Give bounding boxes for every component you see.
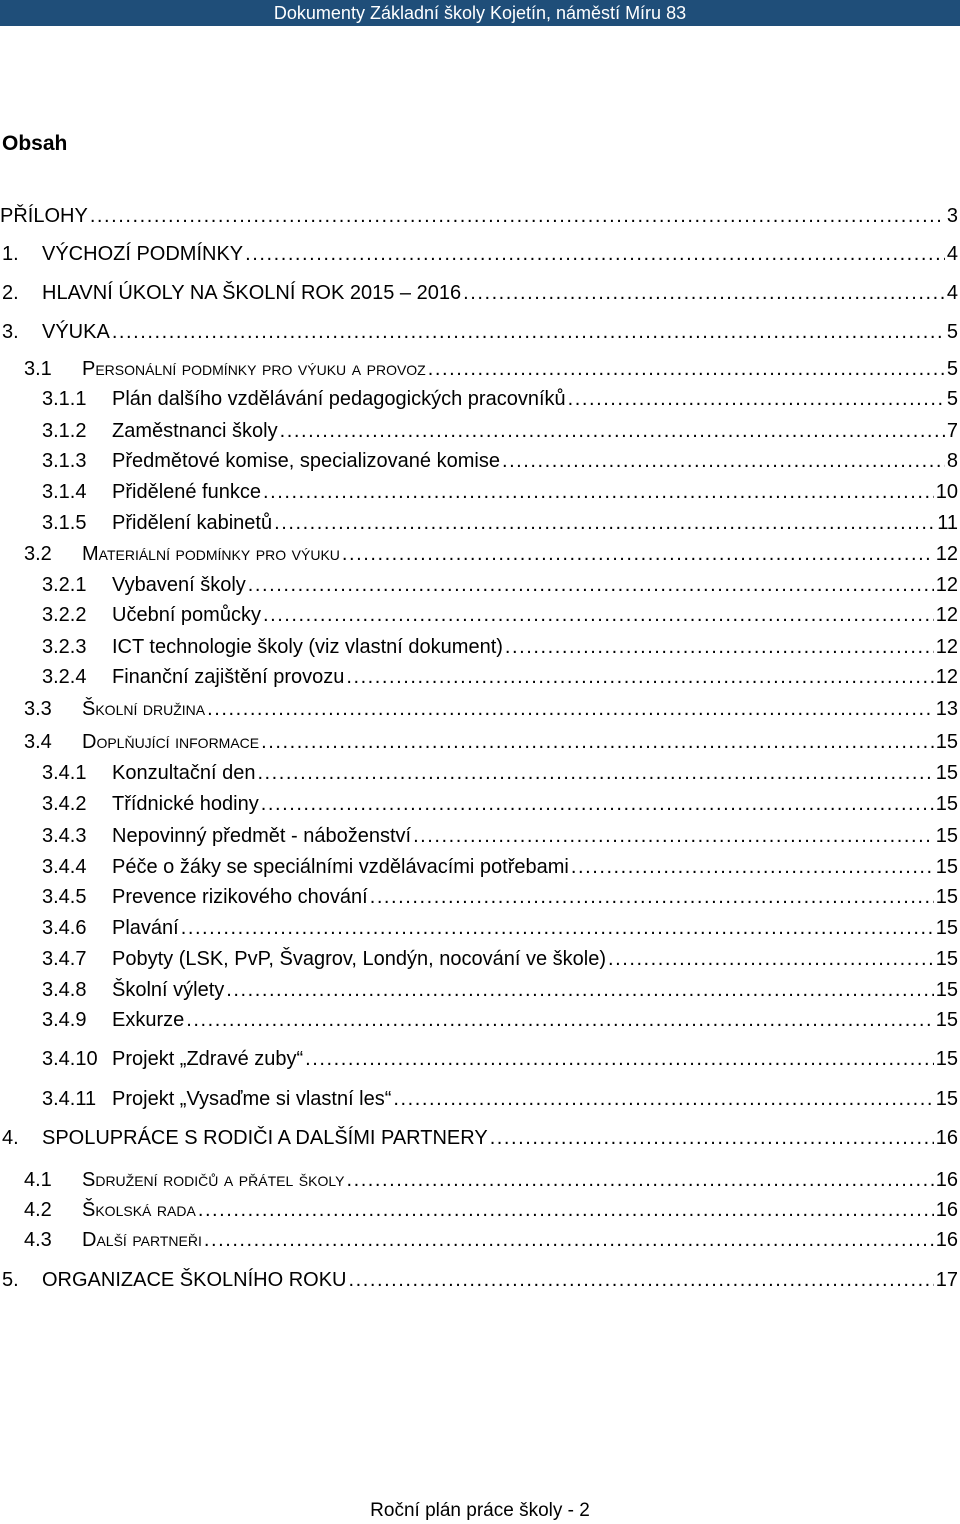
- toc-entry-leader: [226, 979, 933, 1002]
- toc-entry-number: 4.: [2, 1127, 19, 1149]
- toc-entry-leader: [342, 543, 934, 566]
- toc-entry-page: 15: [935, 762, 958, 784]
- toc-entry-page: 11: [937, 512, 958, 534]
- toc-entry-page: 16: [935, 1127, 958, 1149]
- toc-entry-leader: [490, 1127, 934, 1150]
- toc-entry[interactable]: [0, 388, 960, 418]
- toc-entry-title: Prevence rizikového chování: [112, 886, 368, 908]
- toc-entry-title: Projekt „Vysaďme si vlastní les“: [112, 1088, 392, 1110]
- toc-entry-title: Zaměstnanci školy: [112, 420, 278, 442]
- toc-entry[interactable]: [0, 948, 960, 978]
- toc-entry-page: 5: [946, 358, 958, 380]
- toc-entry-title: Přidělené funkce: [112, 481, 261, 503]
- toc-entry[interactable]: [0, 825, 960, 855]
- toc-entry-number: 3.4.1: [42, 762, 87, 784]
- toc-entry-leader: [90, 205, 945, 228]
- toc-entry[interactable]: [0, 762, 960, 792]
- toc-entry-number: 4.3: [24, 1229, 52, 1251]
- toc-entry-page: 17: [935, 1269, 958, 1291]
- toc-entry-number: 3.4.4: [42, 856, 87, 878]
- toc-entry-leader: [181, 917, 934, 940]
- toc-entry-leader: [413, 825, 934, 848]
- toc-entry-page: 15: [935, 886, 958, 908]
- toc-entry-page: 15: [935, 979, 958, 1001]
- toc-entry[interactable]: [0, 1229, 960, 1259]
- toc-entry-title: Personální podmínky pro výuku a provoz: [82, 358, 426, 380]
- toc-entry[interactable]: [0, 243, 960, 273]
- toc-entry-number: 3.4.9: [42, 1009, 87, 1031]
- toc-entry-number: 3.4.3: [42, 825, 87, 847]
- toc-entry-page: 13: [935, 698, 958, 720]
- toc-entry-leader: [393, 1088, 933, 1111]
- toc-entry-page: 12: [935, 636, 958, 658]
- toc-entry-leader: [186, 1009, 934, 1032]
- toc-entry[interactable]: [0, 604, 960, 634]
- toc-entry-number: 3.: [2, 321, 19, 343]
- toc-entry[interactable]: [0, 917, 960, 947]
- toc-entry-page: 12: [935, 604, 958, 626]
- toc-entry-leader: [198, 1199, 934, 1222]
- toc-entry[interactable]: [0, 1269, 960, 1299]
- toc-entry-page: 3: [946, 205, 958, 227]
- toc-entry[interactable]: [0, 886, 960, 916]
- toc-entry-number: 3.4.8: [42, 979, 87, 1001]
- toc-entry-number: 3.1.1: [42, 388, 87, 410]
- toc-entry[interactable]: [0, 731, 960, 761]
- toc-entry-number: 3.4.6: [42, 917, 87, 939]
- toc-entry-title: Finanční zajištění provozu: [112, 666, 345, 688]
- toc-entry-page: 15: [935, 1048, 958, 1070]
- toc-entry-number: 4.1: [24, 1169, 52, 1191]
- toc-entry-leader: [207, 698, 934, 721]
- toc-entry-number: 3.4.2: [42, 793, 87, 815]
- toc-entry-leader: [204, 1229, 934, 1252]
- toc-entry-number: 1.: [2, 243, 19, 265]
- toc-entry-title: Péče o žáky se speciálními vzdělávacími potřebami: [112, 856, 569, 878]
- toc-entry[interactable]: [0, 420, 960, 450]
- toc-entry-page: 15: [935, 1009, 958, 1031]
- toc-entry[interactable]: [0, 481, 960, 511]
- toc-entry-page: 15: [935, 793, 958, 815]
- toc-entry-title: SPOLUPRÁCE S RODIČI A DALŠÍMI PARTNERY: [42, 1127, 488, 1149]
- toc-entry-leader: [428, 358, 945, 381]
- toc-entry-title: Sdružení rodičů a přátel školy: [82, 1169, 345, 1191]
- toc-entry[interactable]: [0, 282, 960, 312]
- toc-entry-title: ICT technologie školy (viz vlastní dokument): [112, 636, 503, 658]
- toc-entry-number: 3.2.4: [42, 666, 87, 688]
- toc-entry-title: Vybavení školy: [112, 574, 246, 596]
- toc-entry-page: 15: [935, 825, 958, 847]
- toc-entry-number: 3.4.10: [42, 1048, 98, 1070]
- toc-entry-page: 12: [935, 666, 958, 688]
- toc-entry-page: 4: [946, 243, 958, 265]
- toc-entry-leader: [261, 731, 934, 754]
- toc-entry-title: VÝCHOZÍ PODMÍNKY: [42, 243, 244, 265]
- toc-entry[interactable]: [0, 574, 960, 604]
- toc-entry-title: Další partneři: [82, 1229, 202, 1251]
- document-header: Dokumenty Základní školy Kojetín, náměstí Míru 83: [0, 0, 960, 26]
- toc-entry-number: 3.1.3: [42, 450, 87, 472]
- toc-title: Obsah: [2, 132, 68, 155]
- toc-entry-title: Plavání: [112, 917, 179, 939]
- toc-entry-leader: [608, 948, 934, 971]
- toc-entry-title: Školní družina: [82, 698, 206, 720]
- toc-entry-leader: [245, 243, 945, 266]
- toc-entry-leader: [463, 282, 945, 305]
- toc-entry[interactable]: [0, 450, 960, 480]
- toc-entry[interactable]: [0, 856, 960, 886]
- toc-entry-title: Exkurze: [112, 1009, 185, 1031]
- toc-entry-leader: [112, 321, 945, 344]
- toc-entry-page: 8: [946, 450, 958, 472]
- toc-entry-page: 12: [935, 543, 958, 565]
- toc-entry-leader: [502, 450, 945, 473]
- toc-entry-title: Projekt „Zdravé zuby“: [112, 1048, 304, 1070]
- toc-entry-page: 5: [946, 321, 958, 343]
- toc-entry-title: Předmětové komise, specializované komise: [112, 450, 500, 472]
- toc-entry[interactable]: [0, 321, 960, 351]
- toc-entry-leader: [263, 481, 934, 504]
- toc-entry[interactable]: [0, 1127, 960, 1157]
- toc-entry[interactable]: [0, 1169, 960, 1199]
- toc-entry-page: 5: [946, 388, 958, 410]
- toc-entry-number: 3.4.7: [42, 948, 87, 970]
- toc-entry-leader: [571, 856, 934, 879]
- toc-entry-number: 3.4.11: [42, 1088, 97, 1110]
- toc-entry-leader: [505, 636, 934, 659]
- toc-entry-page: 10: [935, 481, 958, 503]
- toc-entry-title: ORGANIZACE ŠKOLNÍHO ROKU: [42, 1269, 347, 1291]
- toc-entry-number: 3.1.2: [42, 420, 87, 442]
- toc-entry-leader: [346, 666, 933, 689]
- toc-entry-number: 3.2.2: [42, 604, 87, 626]
- toc-entry[interactable]: [0, 979, 960, 1009]
- toc-entry[interactable]: [0, 1199, 960, 1229]
- toc-entry-page: 12: [935, 574, 958, 596]
- toc-entry-number: 5.: [2, 1269, 19, 1291]
- toc-entry-page: 4: [946, 282, 958, 304]
- toc-entry-leader: [305, 1048, 934, 1071]
- toc-entry-number: 3.2.3: [42, 636, 87, 658]
- toc-entry-title: Třídnické hodiny: [112, 793, 259, 815]
- toc-entry-title: Pobyty (LSK, PvP, Švagrov, Londýn, nocování ve škole): [112, 948, 606, 970]
- toc-entry-number: 3.2.1: [42, 574, 87, 596]
- toc-entry-number: 3.1: [24, 358, 52, 380]
- toc-entry[interactable]: [0, 205, 960, 235]
- toc-entry-number: 4.2: [24, 1199, 52, 1221]
- toc-entry[interactable]: [0, 512, 960, 542]
- toc-entry-page: 7: [946, 420, 958, 442]
- toc-entry-leader: [349, 1269, 934, 1292]
- toc-entry[interactable]: [0, 358, 960, 388]
- toc-entry-number: 3.4.5: [42, 886, 87, 908]
- toc-entry-title: Školská rada: [82, 1199, 196, 1221]
- toc-entry-number: 3.3: [24, 698, 52, 720]
- toc-entry-title: Doplňující informace: [82, 731, 260, 753]
- toc-entry-title: Konzultační den: [112, 762, 256, 784]
- toc-entry-page: 15: [935, 917, 958, 939]
- toc-entry-page: 15: [935, 731, 958, 753]
- toc-entry-page: 15: [935, 856, 958, 878]
- toc-entry-number: 3.4: [24, 731, 52, 753]
- toc-entry-leader: [346, 1169, 933, 1192]
- toc-entry-number: 3.2: [24, 543, 52, 565]
- toc-entry[interactable]: [0, 793, 960, 823]
- toc-entry-leader: [263, 604, 934, 627]
- toc-entry-leader: [248, 574, 934, 597]
- toc-entry[interactable]: [0, 1048, 960, 1078]
- toc-entry-number: 2.: [2, 282, 19, 304]
- toc-entry-page: 15: [935, 948, 958, 970]
- toc-entry[interactable]: [0, 1009, 960, 1039]
- toc-entry-leader: [274, 512, 935, 535]
- toc-entry-page: 16: [935, 1229, 958, 1251]
- toc-entry-page: 16: [935, 1199, 958, 1221]
- toc-entry-page: 16: [935, 1169, 958, 1191]
- toc-entry-title: PŘÍLOHY: [0, 205, 88, 227]
- toc-entry-title: Nepovinný předmět - náboženství: [112, 825, 412, 847]
- toc-entry-number: 3.1.5: [42, 512, 87, 534]
- toc-entry-title: Přidělení kabinetů: [112, 512, 273, 534]
- toc-entry-leader: [370, 886, 934, 909]
- toc-entry-leader: [261, 793, 934, 816]
- toc-entry-number: 3.1.4: [42, 481, 87, 503]
- page-footer: Roční plán práce školy - 2: [370, 1500, 590, 1521]
- toc-entry[interactable]: [0, 1088, 960, 1118]
- toc-entry-leader: [257, 762, 933, 785]
- toc-entry[interactable]: [0, 698, 960, 728]
- toc-entry[interactable]: [0, 543, 960, 573]
- toc-entry-page: 15: [935, 1088, 958, 1110]
- toc-entry[interactable]: [0, 666, 960, 696]
- toc-entry-title: HLAVNÍ ÚKOLY NA ŠKOLNÍ ROK 2015 – 2016: [42, 282, 462, 304]
- toc-entry-title: Školní výlety: [112, 979, 225, 1001]
- toc-entry-leader: [280, 420, 945, 443]
- toc-entry-title: Materiální podmínky pro výuku: [82, 543, 340, 565]
- toc-entry-title: Plán dalšího vzdělávání pedagogických pracovníků: [112, 388, 566, 410]
- toc-entry-title: Učební pomůcky: [112, 604, 261, 626]
- toc-entry[interactable]: [0, 636, 960, 666]
- toc-entry-leader: [568, 388, 945, 411]
- toc-entry-title: VÝUKA: [42, 321, 110, 343]
